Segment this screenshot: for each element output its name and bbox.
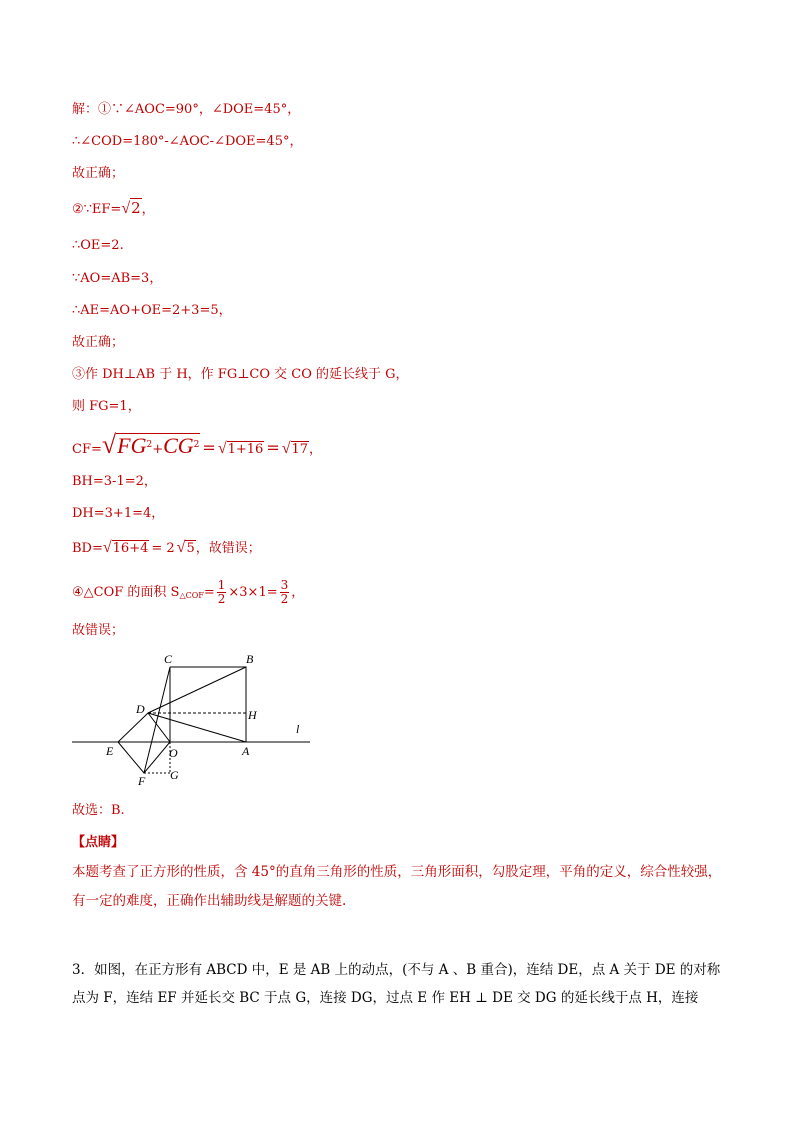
sqrt-2: √2 <box>121 199 141 217</box>
solution-line-12: BH=3-1=2， <box>72 474 157 489</box>
solution-line-15: ④△COF 的面积 $S_{\triangle COF}=$ $\frac{1}{2}$ ×3×1= $\frac{3}{2}$ ， <box>72 578 305 606</box>
fraction-one-half: $\frac{1}{2}$ <box>217 578 226 606</box>
sqrt-fg-cg: $√FG^2+CG^2$ <box>101 430 200 459</box>
label-c: C <box>164 652 173 666</box>
solution-line-10: 则 FG=1， <box>72 399 141 414</box>
sqrt-17: √17 <box>281 440 309 457</box>
solution-line-7: ∴AE=AO+OE=2+3=5， <box>72 303 232 318</box>
solution-line-14: BD=√16+4 = 2 √5，故错误； <box>72 539 261 556</box>
solution-line-2: ∴∠COD=180°-∠AOC-∠DOE=45°， <box>72 134 303 149</box>
solution-line-3: 故正确； <box>72 166 125 181</box>
label-g: G <box>170 768 179 782</box>
segment-da <box>148 713 246 742</box>
label-h: H <box>248 708 257 722</box>
label-e: E <box>106 744 114 758</box>
solution-line-5: ∴OE=2. <box>72 238 124 253</box>
geometry-diagram <box>60 645 320 790</box>
comment-title: 【点睛】 <box>72 835 125 850</box>
sqrt-1-16: √1+16 <box>217 440 264 457</box>
label-b: B <box>246 652 254 666</box>
label-a: A <box>242 744 250 758</box>
solution-line-11: $CF=√FG^2+CG^2 = √1+16 = √17$， <box>72 430 322 465</box>
solution-line-13: DH=3+1=4， <box>72 506 165 521</box>
label-f: F <box>138 774 146 788</box>
segment-bd <box>148 667 246 713</box>
label-d: D <box>136 702 145 716</box>
solution-line-9: ③作 DH⊥AB 于 H，作 FG⊥CO 交 CO 的延长线于 G， <box>72 367 409 382</box>
comment-body: 本题考查了正方形的性质，含 45°的直角三角形的性质，三角形面积，勾股定理，平角的定义，综合性较强，有一定的难度，正确作出辅助线是解题的关键. <box>72 864 722 909</box>
label-l: l <box>296 722 300 736</box>
question-3 <box>72 956 724 1012</box>
label-o: O <box>169 746 178 760</box>
solution-line-1: 解：①∵∠AOC=90°，∠DOE=45°， <box>72 102 301 117</box>
sqrt-5: √5 <box>176 539 195 556</box>
solution-line-8: 故正确； <box>72 335 125 350</box>
solution-line-16: 故错误； <box>72 623 125 638</box>
square-deof <box>118 713 170 773</box>
question-text: 如图，在正方形有 ABCD 中，E 是 AB 上的动点，(不与 A 、B 重合)，连结 DE，点 A 关于 DE 的对称点为 F，连结 EF 并延长交 BC 于点 G，连接 DG，过点 E 作 EH ⊥ DE 交 DG 的延长线于点 H，连接 <box>72 962 721 1006</box>
answer-line: 故选：B. <box>72 803 125 818</box>
fraction-three-halves: $\frac{3}{2}$ <box>280 578 289 606</box>
solution-line-6: ∵AO=AB=3， <box>72 271 163 286</box>
ef-label: ②∵EF= <box>72 202 122 217</box>
solution-line-4: ②∵EF=√2， <box>72 199 155 217</box>
question-number: 3． <box>72 962 95 978</box>
sqrt-16-4: √16+4 <box>102 539 149 556</box>
